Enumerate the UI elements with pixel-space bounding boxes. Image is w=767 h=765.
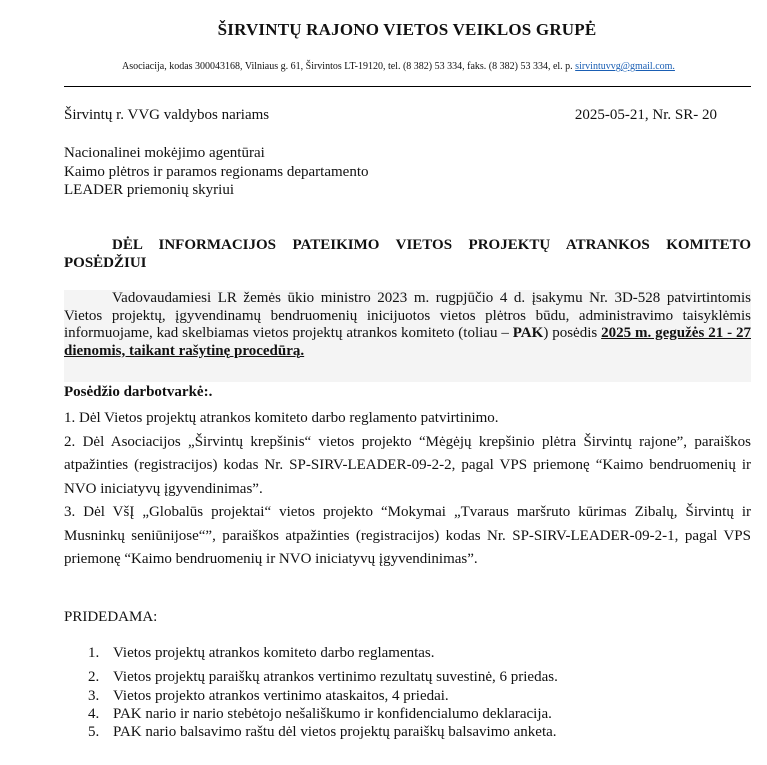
recipient-line	[64, 107, 717, 124]
letter-subject: DĖL INFORMACIJOS PATEIKIMO VIETOS PROJEKTŲ ATRANKOS KOMITETO POSĖDŽIUI	[64, 237, 751, 271]
agenda-item: 1. Dėl Vietos projektų atrankos komiteto darbo reglamento patvirtinimo.	[64, 410, 499, 426]
agenda-heading: Posėdžio darbotvarkė:.	[64, 384, 213, 400]
addressee-line: LEADER priemonių skyriui	[64, 182, 234, 198]
attachment-text: PAK nario balsavimo raštu dėl vietos projektų paraiškų balsavimo anketa.	[113, 724, 557, 741]
intro-abbreviation: PAK	[512, 325, 544, 341]
agenda-item: 2. Dėl Asociacijos „Širvintų krepšinis“ vietos projekto “Mėgėjų krepšinio plėtra Širvintų rajone”, paraiškos atpažinties (registracijos) kodas Nr. SP-SIRV-LEADER-09-2-2, pagal VPS priemonę “Kaimo bendruomenių ir NVO iniciatyvų įgyvendinimas”.	[64, 433, 751, 497]
attachments-heading: PRIDEDAMA:	[64, 609, 158, 625]
attachment-item	[64, 644, 744, 662]
addressee-block	[64, 144, 369, 200]
attachment-text: PAK nario ir nario stebėtojo nešališkumo ir konfidencialumo deklaracija.	[113, 705, 552, 722]
attachment-number: 3.	[88, 687, 100, 704]
contact-details: Asociacija, kodas 300043168, Vilniaus g. 61, Širvintos LT-19120, tel. (8 382) 53 334, faks. (8 382) 53 334, el. p.	[122, 61, 573, 72]
attachment-item	[64, 723, 744, 741]
attachment-item	[64, 687, 744, 705]
agenda-list	[64, 407, 751, 572]
organization-title: ŠIRVINTŲ RAJONO VIETOS VEIKLOS GRUPĖ	[217, 20, 597, 39]
addressee-line: Kaimo plėtros ir paramos regionams departamento	[64, 163, 369, 180]
attachment-item	[64, 705, 744, 723]
agenda-item: 3. Dėl VšĮ „Globalūs projektai“ vietos projekto “Mokymai „Tvaraus maršruto kūrimas Zibalų, Širvintų ir Musninkų seniūnijose“”, paraiškos atpažinties (registracijos) kodas Nr. SP-SIRV-LEADER-09-2-1, pagal VPS priemonę “Kaimo bendruomenių ir NVO iniciatyvų įgyvendinimas”.	[64, 504, 751, 567]
intro-mid: ) posėdis	[543, 325, 602, 341]
attachment-number: 5.	[88, 724, 100, 741]
organization-contact-line	[122, 61, 762, 72]
attachments-list	[64, 644, 744, 741]
email-link[interactable]: sirvintuvvg@gmail.com.	[575, 61, 675, 72]
attachment-text: Vietos projekto atrankos vertinimo ataskaitos, 4 priedai.	[113, 687, 449, 704]
header-divider	[64, 86, 751, 87]
addressee-line: Nacionalinei mokėjimo agentūrai	[64, 145, 265, 161]
attachment-text: Vietos projektų atrankos komiteto darbo reglamentas.	[113, 645, 435, 661]
attachment-text: Vietos projektų paraiškų atrankos vertinimo rezultatų suvestinė, 6 priedas.	[113, 669, 558, 686]
recipient: Širvintų r. VVG valdybos nariams	[64, 107, 270, 123]
attachment-number: 4.	[88, 705, 100, 722]
intro-text: Vadovaudamiesi LR žemės ūkio ministro 2023 m. rugpjūčio 4 d. įsakymu Nr. 3D-528 patvirtintomis Vietos projektų, įgyvendinamų bendruomenių inicijuotos vietos plėtros būdu, administravimo taisyklėmis informuojame, kad skelbiamas vietos projektų atrankos komiteto (toliau –	[64, 290, 751, 341]
intro-paragraph	[64, 290, 751, 382]
date-reference: 2025-05-21, Nr. SR- 20	[574, 107, 717, 123]
meeting-dates-emphasis: 2025 m. gegužės 21 - 27 dienomis, taikant rašytinę procedūrą.	[64, 325, 751, 359]
attachment-item	[64, 668, 744, 686]
attachment-number: 1.	[88, 645, 100, 661]
attachment-number: 2.	[88, 669, 100, 686]
